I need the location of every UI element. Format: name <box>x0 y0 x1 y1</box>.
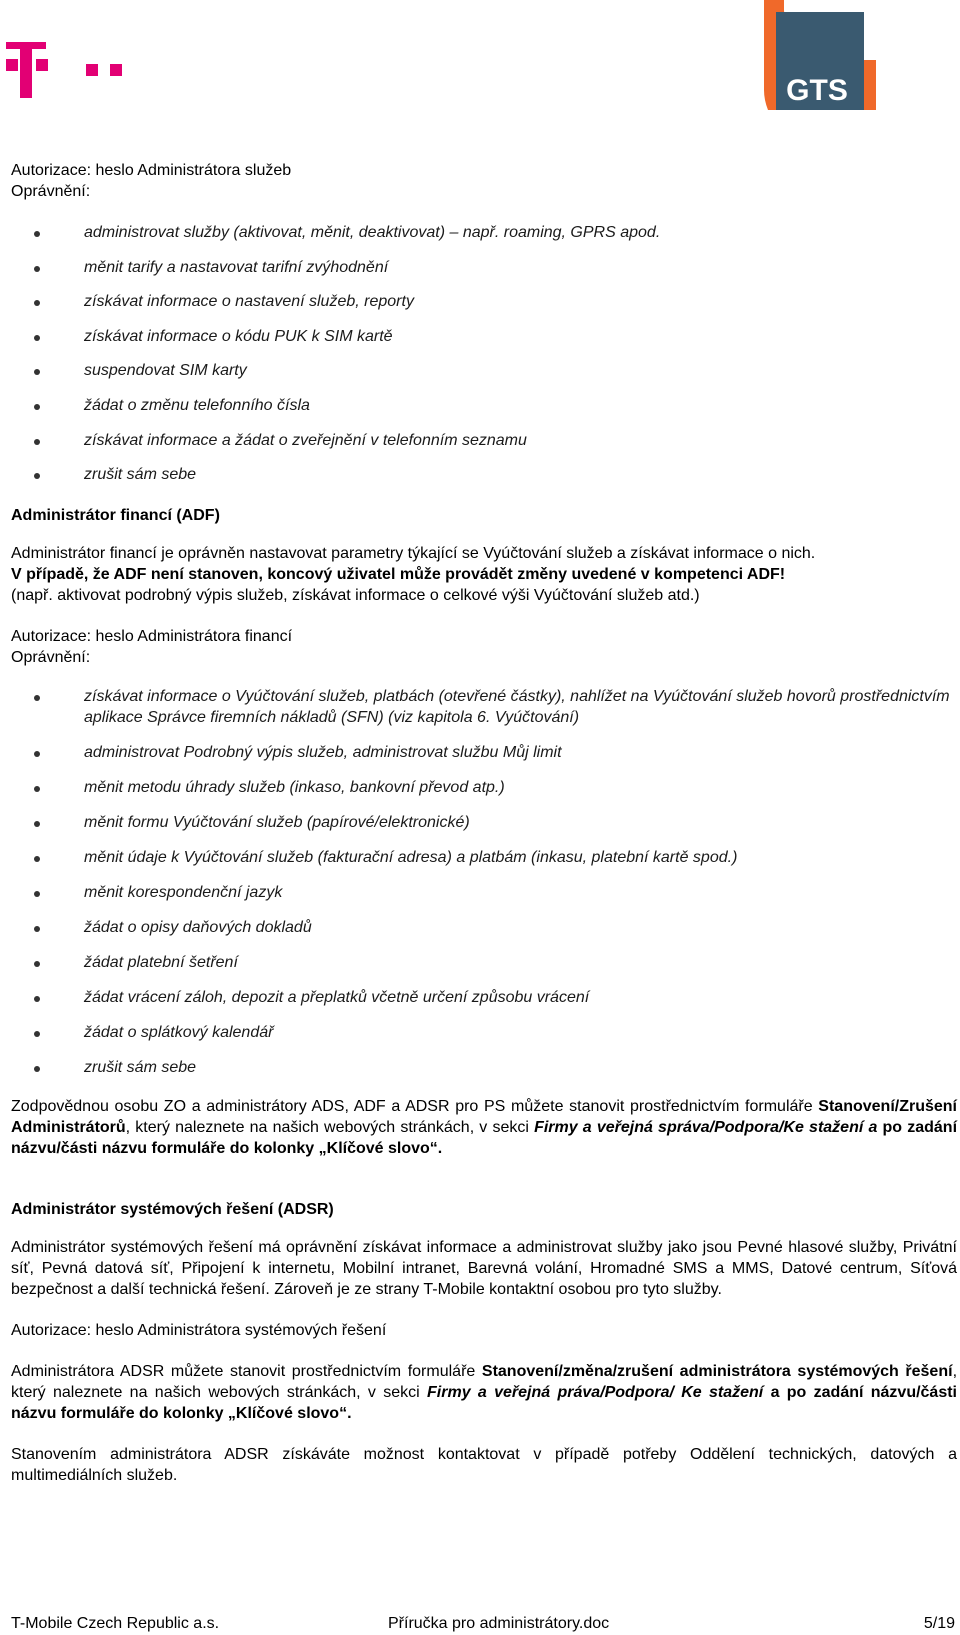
list-item: měnit metodu úhrady služeb (inkaso, bankovní převod atp.) <box>11 777 957 798</box>
list-item: zrušit sám sebe <box>11 464 957 485</box>
ads-permission-list <box>11 222 957 485</box>
list-item: administrovat služby (aktivovat, měnit, deaktivovat) – např. roaming, GPRS apod. <box>11 222 957 243</box>
adsr-description: Administrátor systémových řešení má oprávnění získávat informace a administrovat služby jako jsou Pevné hlasové služby, Privátní síť, Pevná datová síť, Připojení k internetu, Mobilní intranet, Barevná volání, Hromadné SMS a MMS, Datové centrum, Síťová bezpečnost a další technická řešení. Zároveň je ze strany T-Mobile kontaktní osobou pro tyto služby. <box>11 1239 957 1299</box>
adsr-form-text-1: Administrátora ADSR můžete stanovit prostřednictvím formuláře <box>11 1363 482 1381</box>
list-item: žádat vrácení záloh, depozit a přeplatků včetně určení způsobu vrácení <box>11 987 957 1008</box>
adf-warning: V případě, že ADF není stanoven, koncový uživatel může provádět změny uvedené v kompetenci ADF! <box>11 566 786 584</box>
adsr-form-name: Stanovení/změna/zrušení administrátora systémových řešení <box>481 1363 953 1381</box>
list-item: žádat platební šetření <box>11 952 957 973</box>
list-item: žádat o splátkový kalendář <box>11 1022 957 1043</box>
zo-paragraph <box>11 1096 957 1159</box>
list-item: měnit údaje k Vyúčtování služeb (fakturační adresa) a platbám (inkasu, platební kartě spod.) <box>11 847 957 868</box>
adsr-form-text-3: a po zadání názvu/části názvu formuláře do kolonky „Klíčové slovo“. <box>11 1384 958 1423</box>
adsr-authorization: Autorizace: heslo Administrátora systémových řešení <box>11 1322 387 1340</box>
ads-authorization: Autorizace: heslo Administrátora služeb <box>11 162 292 179</box>
gts-logo-text: GTS <box>786 74 848 107</box>
zo-text-2: , který naleznete na našich webových stránkách, v sekci <box>125 1119 535 1137</box>
adsr-heading: Administrátor systémových řešení (ADSR) <box>11 1201 334 1219</box>
list-item: měnit tarify a nastavovat tarifní zvýhodnění <box>11 257 957 278</box>
zo-form-name: Stanovení/Zrušení Administrátorů <box>11 1098 957 1137</box>
adf-example: (např. aktivovat podrobný výpis služeb, získávat informace o celkové výši Vyúčtování služeb atd.) <box>11 587 700 605</box>
list-item: získávat informace o nastavení služeb, reporty <box>11 291 957 312</box>
zo-section-path: Firmy a veřejná správa/Podpora/Ke stažení a <box>534 1119 878 1137</box>
adf-heading: Administrátor financí (ADF) <box>11 507 220 525</box>
footer-company: T-Mobile Czech Republic a.s. <box>11 1615 220 1632</box>
list-item: zrušit sám sebe <box>11 1057 957 1078</box>
list-item: získávat informace a žádat o zveřejnění v telefonním seznamu <box>11 430 957 451</box>
adsr-form-paragraph <box>11 1361 957 1424</box>
list-item: žádat o opisy daňových dokladů <box>11 917 957 938</box>
list-item: měnit formu Vyúčtování služeb (papírové/elektronické) <box>11 812 957 833</box>
ads-permissions-label: Oprávnění: <box>11 183 91 200</box>
adf-authorization: Autorizace: heslo Administrátora financí <box>11 628 293 646</box>
document-body <box>11 160 957 1486</box>
zo-text-1: Zodpovědnou osobu ZO a administrátory ADS, ADF a ADSR pro PS můžete stanovit prostřednictvím formuláře <box>11 1098 819 1116</box>
adf-permissions-label: Oprávnění: <box>11 649 91 667</box>
list-item: suspendovat SIM karty <box>11 360 957 381</box>
adsr-section-path: Firmy a veřejná práva/Podpora/ Ke stažení <box>427 1384 764 1402</box>
telekom-t-logo-icon <box>6 42 126 102</box>
footer-page-number: 5/19 <box>923 1615 955 1632</box>
list-item: získávat informace o kódu PUK k SIM kartě <box>11 326 957 347</box>
list-item: administrovat Podrobný výpis služeb, administrovat službu Můj limit <box>11 742 957 763</box>
footer-document-name: Příručka pro administrátory.doc <box>388 1615 610 1632</box>
list-item: žádat o změnu telefonního čísla <box>11 395 957 416</box>
list-item: získávat informace o Vyúčtování služeb, platbách (otevřené částky), nahlížet na Vyúčtování služeb hovorů prostřednictvím aplikace Správce firemních nákladů (SFN) (viz kapitola 6. Vyúčtování) <box>11 686 957 728</box>
zo-text-3: po zadání názvu/části názvu formuláře do kolonky „Klíčové slovo“. <box>11 1119 958 1158</box>
adsr-contact-paragraph: Stanovením administrátora ADSR získáváte možnost kontaktovat v případě potřeby Oddělení technických, datových a multimediálních služeb. <box>11 1446 957 1485</box>
list-item: měnit korespondenční jazyk <box>11 882 957 903</box>
adsr-form-text-2: , který naleznete na našich webových stránkách, v sekci <box>11 1363 958 1402</box>
adf-description: Administrátor financí je oprávněn nastavovat parametry týkající se Vyúčtování služeb a získávat informace o nich. <box>11 545 816 563</box>
gts-logo-icon <box>764 0 880 116</box>
adf-permission-list <box>11 686 957 1078</box>
